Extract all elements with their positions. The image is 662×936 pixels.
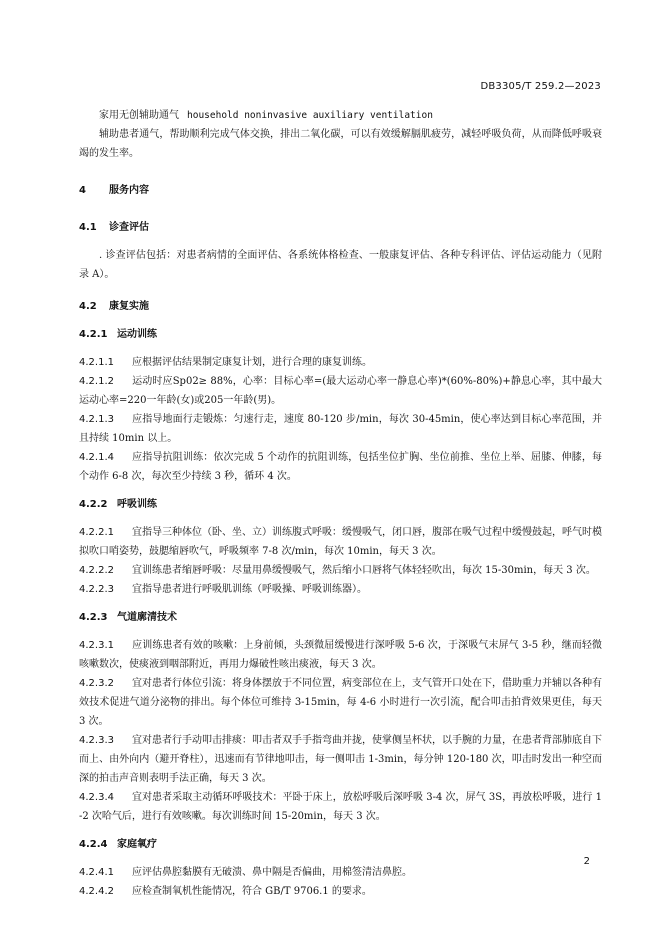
term-en: household noninvasive auxiliary ventilation bbox=[187, 110, 433, 121]
item-text: 应根据评估结果制定康复计划，进行合理的康复训练。 bbox=[132, 357, 372, 368]
item-text: 应训练患者有效的咳嗽：上身前倾，头颈微屈缓慢进行深呼吸 5-6 次，于深吸气末屏气 3-5 秒，继而轻微咳嗽数次，使痰液到咽部附近，再用力爆破性咳出痰液，每天 3 次。 bbox=[79, 640, 602, 670]
item-number: 4.2.4.2 bbox=[79, 886, 114, 897]
section-4-2-3-heading bbox=[79, 608, 602, 627]
item-text: 宜训练患者缩唇呼吸：尽量用鼻缓慢吸气，然后缩小口唇将气体轻轻吹出，每次 15-30min，每天 3 次。 bbox=[132, 565, 596, 576]
item-number: 4.2.2.1 bbox=[79, 527, 114, 538]
list-item bbox=[79, 523, 602, 561]
item-number: 4.2.3.1 bbox=[79, 640, 114, 651]
section-number: 4 bbox=[79, 185, 86, 196]
list-item bbox=[79, 561, 602, 580]
item-text: 应评估鼻腔黏膜有无破溃、鼻中隔是否偏曲，用棉签清洁鼻腔。 bbox=[132, 867, 412, 878]
section-title: 气道廓清技术 bbox=[117, 612, 177, 623]
list-item bbox=[79, 674, 602, 731]
term-heading bbox=[79, 106, 602, 125]
item-text: 宜对患者采取主动循环呼吸技术：平卧于床上，放松呼吸后深呼吸 3-4 次，屏气 3S，再放松呼吸，进行 1-2 次哈气后，进行有效咳嗽。每次训练时间 15-20min，每天 3 次。 bbox=[79, 792, 602, 822]
section-title: 服务内容 bbox=[109, 185, 149, 196]
page-number: 2 bbox=[583, 856, 590, 867]
item-number: 4.2.2.2 bbox=[79, 565, 114, 576]
item-number: 4.2.1.2 bbox=[79, 376, 114, 387]
section-4-1-text: . 诊查评估包括：对患者病情的全面评估、各系统体格检查、一般康复评估、各种专科评估、评估运动能力（见附录 A）。 bbox=[79, 250, 602, 280]
item-text: 应检查制氧机性能情况，符合 GB/T 9706.1 的要求。 bbox=[132, 886, 372, 897]
item-number: 4.2.2.3 bbox=[79, 584, 114, 595]
item-text: 宜指导患者进行呼吸肌训练（呼吸操、呼吸训练器）。 bbox=[132, 584, 367, 595]
section-4-2-4-heading bbox=[79, 835, 602, 854]
term-zh: 家用无创辅助通气 bbox=[99, 110, 179, 121]
section-title: 呼吸训练 bbox=[117, 499, 157, 510]
section-title: 康复实施 bbox=[109, 301, 149, 312]
list-item bbox=[79, 863, 602, 882]
item-number: 4.2.3.4 bbox=[79, 792, 114, 803]
section-number: 4.2.4 bbox=[79, 839, 108, 850]
item-text: 宜对患者行体位引流：将身体摆放于不同位置，病变部位在上，支气管开口处在下，借助重力并辅以各种有效技术促进气道分泌物的排出。每个体位可维持 3-15min，每 4-6 小时进行一次引流，配合叩击拍背效果更佳，每天 3 次。 bbox=[79, 678, 602, 727]
section-number: 4.2.1 bbox=[79, 329, 108, 340]
list-item bbox=[79, 636, 602, 674]
list-item bbox=[79, 353, 602, 372]
list-item bbox=[79, 410, 602, 448]
list-item bbox=[79, 788, 602, 826]
item-text: 宜对患者行手动叩击排痰：叩击者双手手指弯曲并拢，使掌侧呈杯状，以手腕的力量，在患者背部肺底自下而上、由外向内（避开脊柱），迅速而有节律地叩击，每一侧叩击 1-3min，每分钟 120-180 次，叩击时发出一种空而深的拍击声音则表明手法正确，每天 3 次。 bbox=[79, 735, 602, 784]
section-title: 运动训练 bbox=[117, 329, 157, 340]
section-4-2-2-heading bbox=[79, 495, 602, 514]
section-4-2-heading bbox=[79, 297, 602, 316]
section-number: 4.2.2 bbox=[79, 499, 108, 510]
item-text: 应指导地面行走锻炼：匀速行走，速度 80-120 步/min，每次 30-45min，使心率达到目标心率范围，并且持续 10min 以上。 bbox=[79, 414, 602, 444]
term-definition: 辅助患者通气，帮助顺利完成气体交换，排出二氧化碳，可以有效缓解膈肌疲劳，减轻呼吸负荷，从而降低呼吸衰竭的发生率。 bbox=[79, 129, 602, 159]
item-text: 应指导抗阻训练：依次完成 5 个动作的抗阻训练，包括坐位扩胸、坐位前推、坐位上举、屈膝、伸膝，每个动作 6-8 次，每次至少持续 3 秒，循环 4 次。 bbox=[79, 452, 602, 482]
item-text: 宜指导三种体位（卧、坐、立）训练腹式呼吸：缓慢吸气，闭口唇，腹部在吸气过程中缓慢鼓起，呼气时模拟吹口哨姿势，鼓腮缩唇吹气，呼吸频率 7-8 次/min，每次 10min，每天 3 次。 bbox=[79, 527, 602, 557]
item-number: 4.2.1.4 bbox=[79, 452, 114, 463]
section-4-1-heading bbox=[79, 218, 602, 237]
list-item bbox=[79, 580, 602, 599]
item-number: 4.2.3.3 bbox=[79, 735, 114, 746]
section-4-heading bbox=[79, 181, 602, 200]
section-4-2-1-heading bbox=[79, 325, 602, 344]
document-body bbox=[79, 106, 602, 901]
document-id: DB3305/T 259.2—2023 bbox=[480, 81, 601, 92]
list-item bbox=[79, 731, 602, 788]
section-number: 4.2.3 bbox=[79, 612, 108, 623]
list-item bbox=[79, 372, 602, 410]
item-number: 4.2.4.1 bbox=[79, 867, 114, 878]
item-number: 4.2.1.1 bbox=[79, 357, 114, 368]
section-title: 家庭氧疗 bbox=[117, 839, 157, 850]
section-number: 4.1 bbox=[79, 222, 97, 233]
list-item bbox=[79, 882, 602, 901]
item-number: 4.2.3.2 bbox=[79, 678, 114, 689]
section-number: 4.2 bbox=[79, 301, 97, 312]
list-item bbox=[79, 448, 602, 486]
item-number: 4.2.1.3 bbox=[79, 414, 114, 425]
section-title: 诊查评估 bbox=[109, 222, 149, 233]
item-text: 运动时应Sp02≥ 88%，心率：目标心率=(最大运动心率一静息心率)*(60%-80%)+静息心率，其中最大运动心率=220一年龄(女)或205一年龄(男)。 bbox=[79, 376, 602, 406]
